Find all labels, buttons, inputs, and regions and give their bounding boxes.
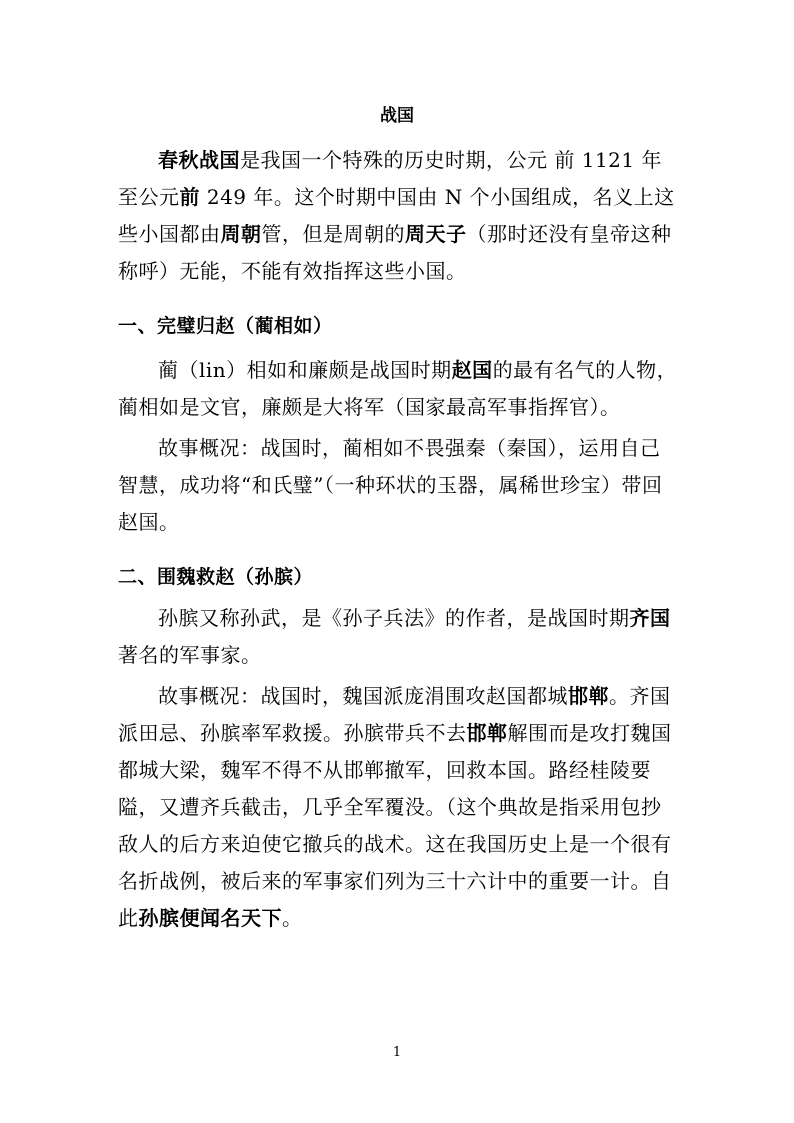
section-1-para-1-text-1: 蔺（lin）相如和廉颇是战国时期: [158, 358, 452, 382]
intro-bold-zhou-king: 周天子: [405, 222, 467, 246]
section-2-bold-sun-bin-famous: 孙膑便闻名天下: [138, 906, 282, 930]
section-2-paragraph-1: [118, 600, 678, 674]
intro-bold-spring-autumn: 春秋战国: [158, 148, 240, 172]
section-2-para-2-text-4: 。: [282, 906, 303, 930]
section-1-bold-zhao-state: 赵国: [451, 358, 493, 382]
section-2-heading: 二、围魏救赵（孙膑）: [118, 566, 314, 588]
section-1-paragraph-1: [118, 352, 678, 426]
section-2-bold-handan-1: 邯郸: [568, 684, 609, 708]
section-2-bold-qi-state: 齐国: [629, 606, 671, 630]
section-2-para-1-text-2: 著名的军事家。: [118, 643, 262, 667]
section-2-paragraph-2: [118, 678, 678, 937]
section-2-para-1-text-1: 孙膑又称孙武，是《孙子兵法》的作者，是战国时期: [158, 606, 630, 630]
intro-text-2: 249 年。这个时期中国由 N 个小国组成，名义上这些小国都由: [118, 185, 675, 246]
section-2-para-2-text-3: 解围而是攻打魏国都城大梁，魏军不得不从邯郸撤军，回救本国。路经桂陵要隘，又遭齐兵截击，几乎全军覆没。（这个典故是指采用包抄敌人的后方来迫使它撤兵的战术。这在我国历史上是一个很有名折战例，被后来的军事家们列为三十六计中的重要一计。自此: [118, 721, 672, 930]
section-1-paragraph-2: 故事概况：战国时，蔺相如不畏强秦（秦国），运用自己智慧，成功将“和氏璧”（一种环状的玉器，属稀世珍宝）带回赵国。: [118, 436, 663, 534]
section-2-para-2-text-1: 故事概况：战国时，魏国派庞涓围攻赵国都城: [158, 684, 568, 708]
page-number: 1: [392, 1045, 402, 1060]
intro-text-1: 是我国一个特殊的历史时期，公元 前 1121 年至公元: [118, 148, 662, 209]
intro-bold-bc: 前: [179, 185, 200, 209]
section-1-para-1-text-2: 的最有名气的人物，蔺相如是文官，廉颇是大将军（国家最高军事指挥官）。: [118, 358, 678, 419]
section-2-bold-handan-2: 邯郸: [466, 721, 508, 745]
intro-bold-zhou-dynasty: 周朝: [220, 222, 262, 246]
intro-text-3: 管，但是周朝的: [261, 222, 405, 246]
section-1-heading: 一、完璧归赵（蔺相如）: [118, 315, 333, 337]
intro-text-4: （那时还没有皇帝这种称呼）无能，不能有效指挥这些小国。: [118, 222, 672, 283]
section-2-para-2-text-2: 。齐国派田忌、孙膑率军救援。孙膑带兵不去: [118, 684, 671, 745]
document-title: 战国: [380, 106, 414, 126]
intro-paragraph: [118, 142, 678, 290]
